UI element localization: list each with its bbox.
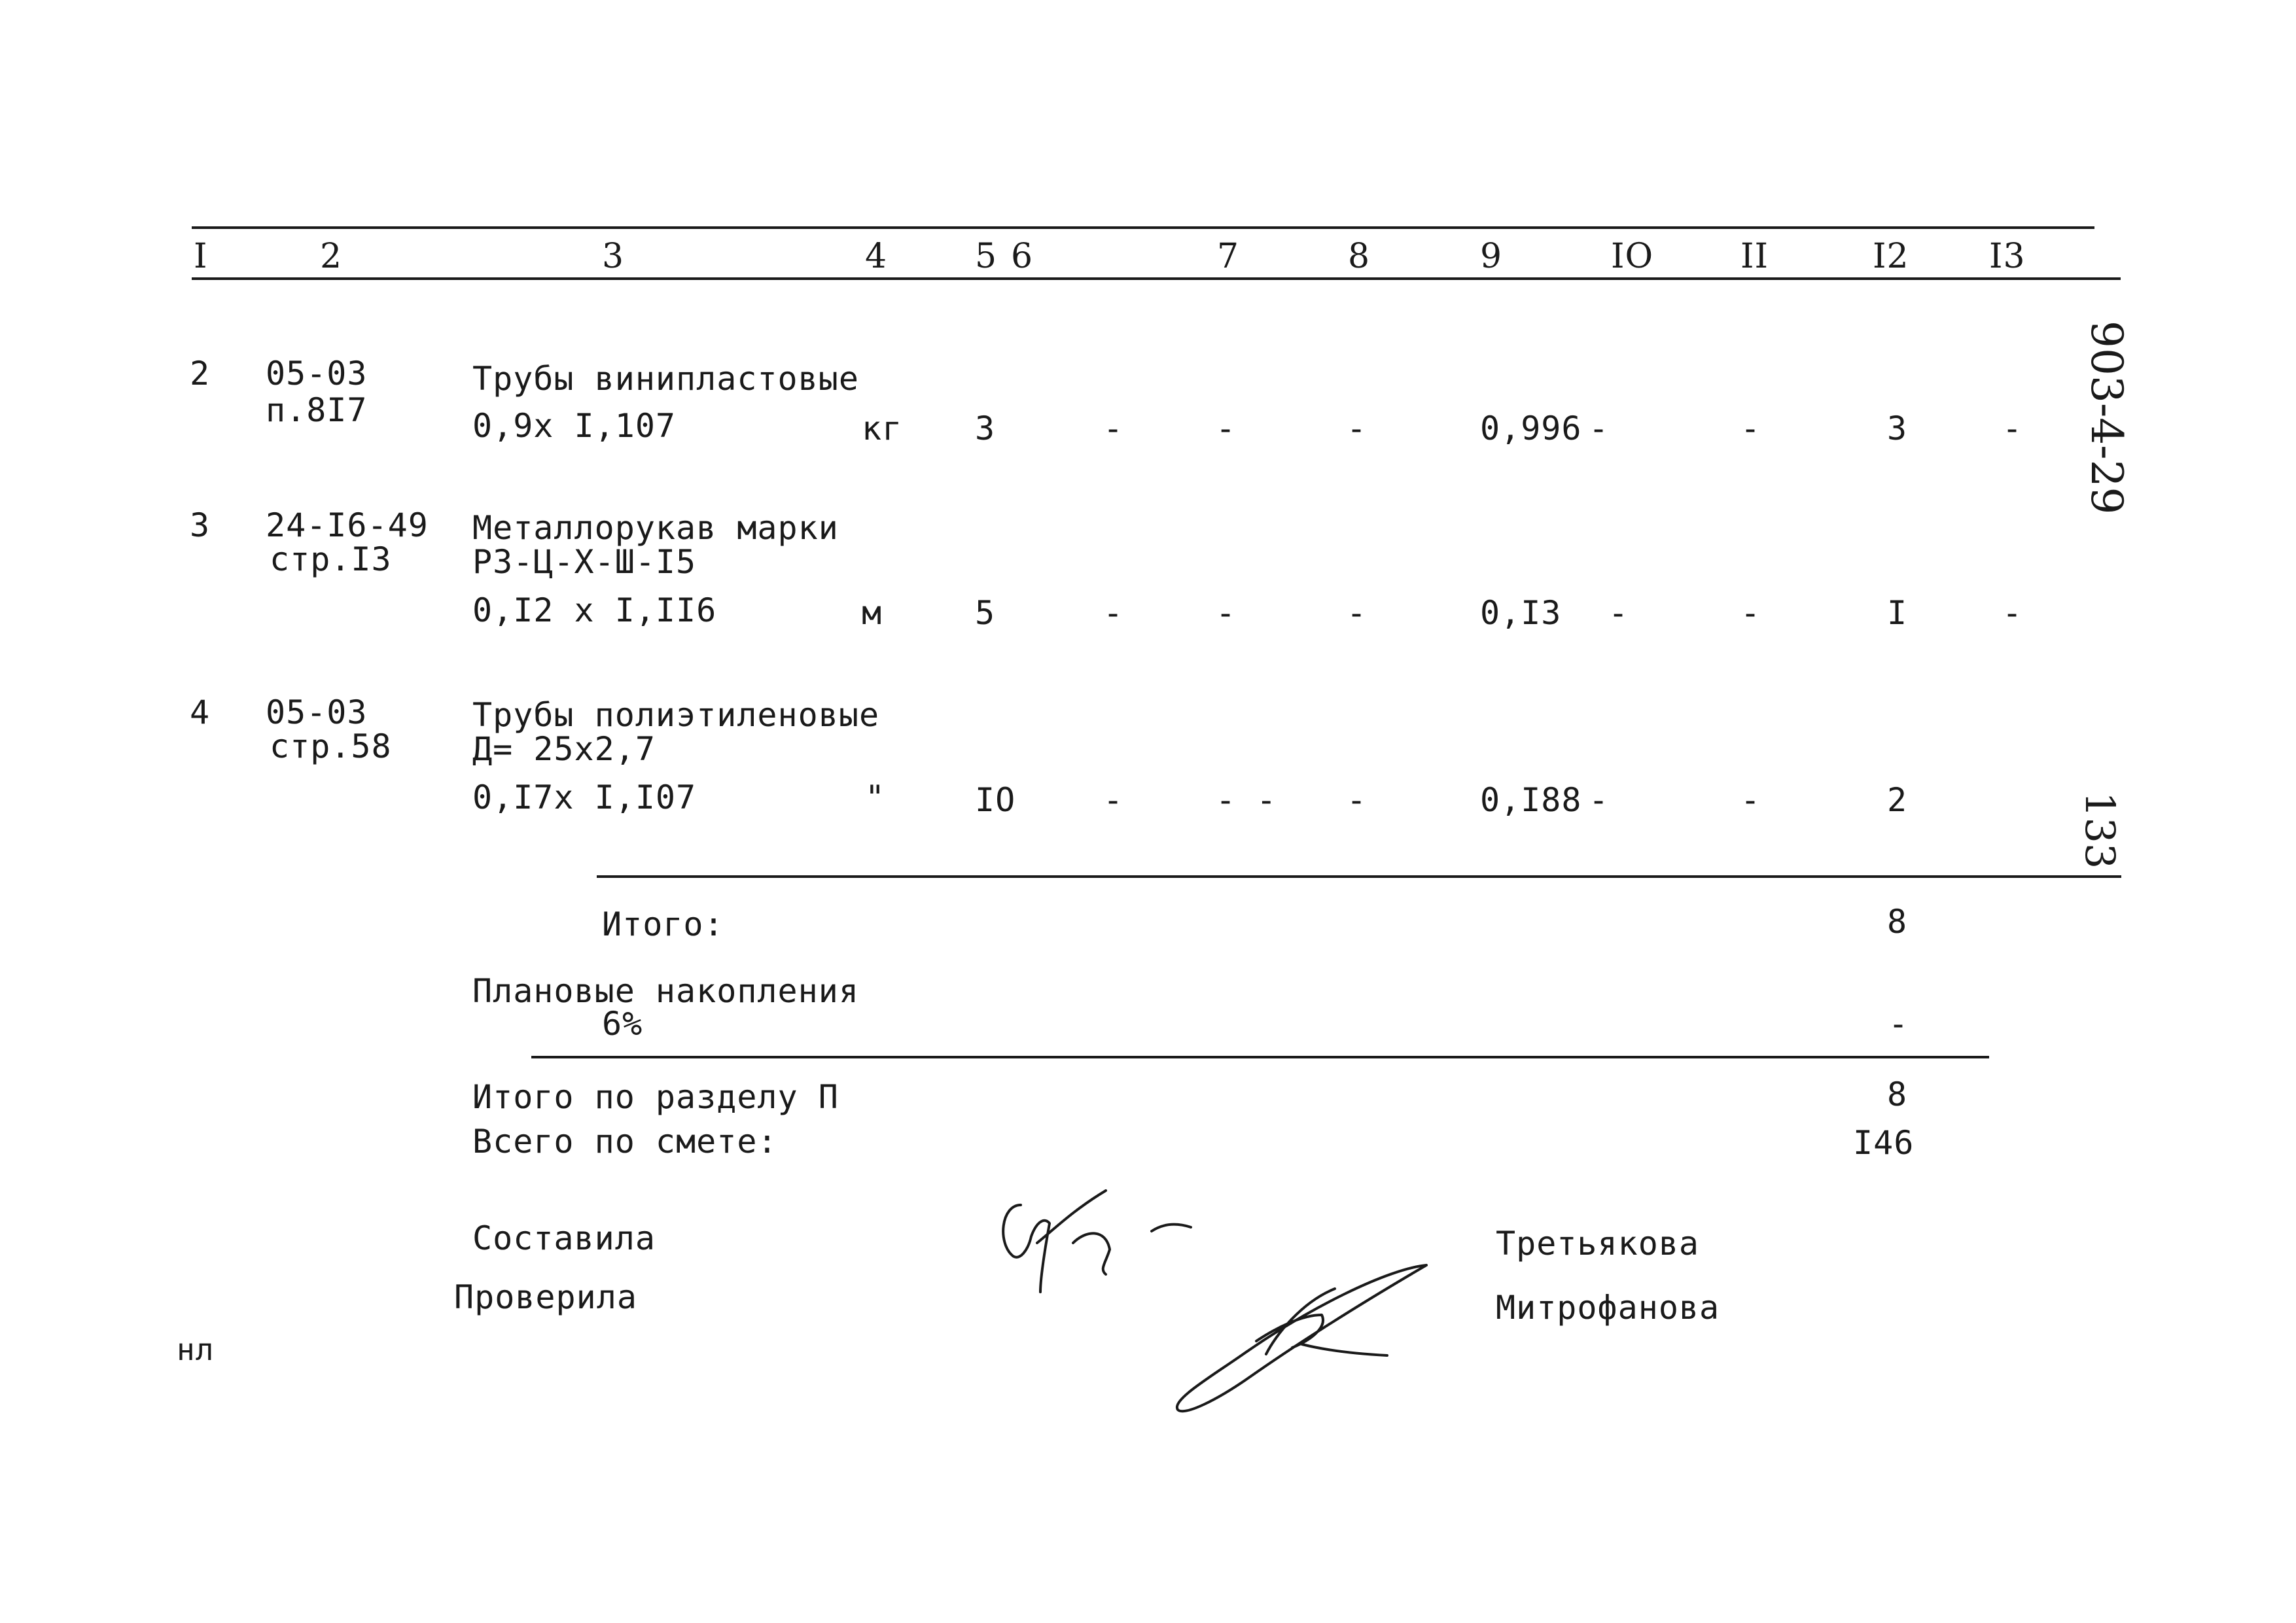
- row-code: 05-03: [266, 355, 368, 393]
- row-number: 3: [190, 506, 211, 544]
- compiled-by-label: Составила: [472, 1219, 656, 1257]
- row-number: 4: [190, 693, 211, 731]
- row-col7: -: [1216, 594, 1237, 632]
- row-col8: -: [1347, 781, 1368, 819]
- operator-initials: нл: [177, 1332, 215, 1367]
- row-col13: -: [2002, 410, 2023, 447]
- row-col12: I: [1887, 594, 1908, 632]
- row-col12: 3: [1887, 410, 1908, 447]
- col-header-9: 9: [1480, 237, 1503, 276]
- row-col10: -: [1608, 594, 1629, 632]
- col-header-6: 6: [1011, 237, 1034, 276]
- row-col9: 0,I3: [1480, 594, 1562, 632]
- row-col10: -: [1589, 781, 1610, 819]
- signature-mark-checked: [1177, 1265, 1426, 1411]
- row-col11: -: [1740, 594, 1761, 632]
- itogo-value: 8: [1887, 903, 1908, 941]
- row-code-ref: стр.58: [270, 727, 392, 765]
- row-col11: -: [1740, 410, 1761, 447]
- grand-total-value: I46: [1853, 1124, 1915, 1162]
- col-header-10: IO: [1611, 237, 1654, 276]
- row-name: Трубы полиэтиленовые: [472, 696, 880, 734]
- compiled-by-name: Третьякова: [1496, 1225, 1700, 1263]
- col-header-4: 4: [865, 237, 888, 276]
- row-unit: кг: [862, 410, 903, 447]
- row-col8: -: [1347, 410, 1368, 447]
- row-col7: - -: [1216, 781, 1277, 819]
- row-number: 2: [190, 355, 211, 393]
- checked-by-label: Проверила: [454, 1278, 637, 1316]
- col-header-13: I3: [1989, 237, 2026, 276]
- row-col9: 0,996: [1480, 410, 1582, 447]
- col-header-8: 8: [1348, 237, 1371, 276]
- section-total-value: 8: [1887, 1075, 1908, 1113]
- row-col7: -: [1216, 410, 1237, 447]
- row-col6: -: [1103, 594, 1124, 632]
- checked-by-name: Митрофанова: [1496, 1289, 1720, 1327]
- planned-percent: 6%: [602, 1005, 643, 1043]
- row-unit: ": [865, 778, 886, 816]
- col-header-11: II: [1740, 237, 1769, 276]
- row-formula: 0,I2 х I,II6: [472, 591, 717, 629]
- section-total-label: Итого по разделу П: [472, 1078, 839, 1116]
- row-col9: 0,I88: [1480, 781, 1582, 819]
- row-col6: -: [1103, 781, 1124, 819]
- row-name: Трубы винипластовые: [472, 360, 859, 398]
- col-header-3: 3: [602, 237, 625, 276]
- col-header-5: 5: [975, 237, 998, 276]
- row-code-ref: п.8I7: [266, 391, 368, 429]
- col-header-1: I: [194, 237, 208, 276]
- row-name-line2: РЗ-Ц-Х-Ш-I5: [472, 543, 697, 581]
- document-code: 903-4-29: [2081, 321, 2132, 515]
- row-unit: м: [862, 594, 883, 632]
- row-formula: 0,I7х I,I07: [472, 778, 697, 816]
- row-qty: IO: [975, 781, 1016, 819]
- row-name-line2: Д= 25х2,7: [472, 730, 656, 768]
- col-header-2: 2: [320, 237, 343, 276]
- row-code-ref: стр.I3: [270, 540, 392, 578]
- row-formula: 0,9х I,107: [472, 407, 677, 445]
- col-header-7: 7: [1217, 237, 1240, 276]
- row-col11: -: [1740, 781, 1761, 819]
- row-col8: -: [1347, 594, 1368, 632]
- row-col13: -: [2002, 594, 2023, 632]
- planned-value: -: [1888, 1005, 1909, 1043]
- row-col12: 2: [1887, 781, 1908, 819]
- itogo-label: Итого:: [602, 905, 724, 943]
- planned-label: Плановые накопления: [472, 972, 859, 1010]
- row-col10: -: [1589, 410, 1610, 447]
- row-name: Металлорукав марки: [472, 509, 839, 547]
- row-code: 05-03: [266, 693, 368, 731]
- row-code: 24-I6-49: [266, 506, 429, 544]
- page-number: 133: [2076, 792, 2124, 869]
- row-col6: -: [1103, 410, 1124, 447]
- signature-mark-compiled: [1003, 1191, 1191, 1292]
- row-qty: 5: [975, 594, 996, 632]
- grand-total-label: Всего по смете:: [472, 1123, 778, 1161]
- col-header-12: I2: [1873, 237, 1909, 276]
- row-qty: 3: [975, 410, 996, 447]
